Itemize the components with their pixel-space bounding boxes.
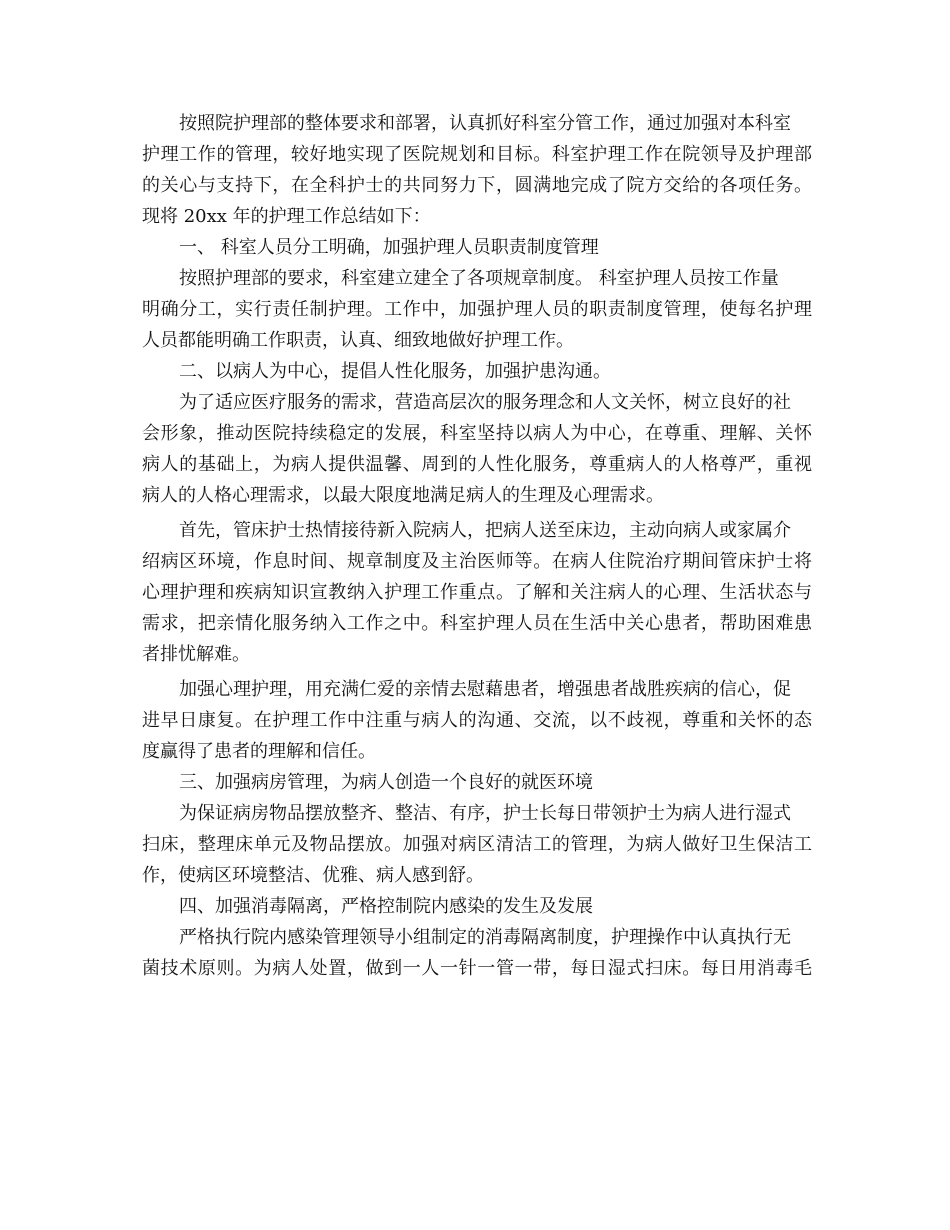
paragraph-line: 进早日康复。在护理工作中注重与病人的沟通、交流，以不歧视，尊重和关怀的态 xyxy=(142,710,812,731)
paragraph-line: 心理护理和疾病知识宣教纳入护理工作重点。了解和关注病人的心理、生活状态与 xyxy=(142,582,812,603)
section-heading-2: 二、以病人为中心，提倡人性化服务，加强护患沟通。 xyxy=(179,361,611,382)
paragraph-line: 为了适应医疗服务的需求，营造高层次的服务理念和人文关怀，树立良好的社 xyxy=(179,392,791,413)
paragraph-line: 首先，管床护士热情接待新入院病人，把病人送至床边，主动向病人或家属介 xyxy=(179,520,791,541)
section-heading-3: 三、加强病房管理，为病人创造一个良好的就医环境 xyxy=(179,772,593,793)
paragraph-line: 的关心与支持下，在全科护士的共同努力下，圆满地完成了院方交给的各项任务。 xyxy=(142,175,812,196)
paragraph-line: 绍病区环境，作息时间、规章制度及主治医师等。在病人住院治疗期间管床护士将 xyxy=(142,551,812,572)
paragraph-line: 人员都能明确工作职责，认真、细致地做好护理工作。 xyxy=(142,330,574,351)
paragraph-line: 明确分工，实行责任制护理。工作中，加强护理人员的职责制度管理，使每名护理 xyxy=(142,299,812,320)
paragraph-line: 病人的基础上，为病人提供温馨、周到的人性化服务，尊重病人的人格尊严，重视 xyxy=(142,454,812,475)
paragraph-line: 需求，把亲情化服务纳入工作之中。科室护理人员在生活中关心患者，帮助困难患 xyxy=(142,613,812,634)
paragraph-line: 菌技术原则。为病人处置，做到一人一针一管一带，每日湿式扫床。每日用消毒毛 xyxy=(142,958,812,979)
paragraph-line: 加强心理护理，用充满仁爱的亲情去慰藉患者，增强患者战胜疾病的信心，促 xyxy=(179,679,791,700)
paragraph-line: 病人的人格心理需求，以最大限度地满足病人的生理及心理需求。 xyxy=(142,485,664,506)
paragraph-line: 严格执行院内感染管理领导小组制定的消毒隔离制度，护理操作中认真执行无 xyxy=(179,927,791,948)
paragraph-line: 为保证病房物品摆放整齐、整洁、有序，护士长每日带领护士为病人进行湿式 xyxy=(179,803,791,824)
paragraph-line: 者排忧解难。 xyxy=(142,644,250,665)
paragraph-line: 扫床，整理床单元及物品摆放。加强对病区清洁工的管理，为病人做好卫生保洁工 xyxy=(142,834,812,855)
paragraph-line: 护理工作的管理，较好地实现了医院规划和目标。科室护理工作在院领导及护理部 xyxy=(142,144,812,165)
paragraph-line: 作，使病区环境整洁、优雅、病人感到舒。 xyxy=(142,865,484,886)
paragraph-line: 现将 20xx 年的护理工作总结如下： xyxy=(142,206,431,227)
paragraph-line: 按照院护理部的整体要求和部署，认真抓好科室分管工作，通过加强对本科室 xyxy=(179,113,791,134)
section-heading-4: 四、加强消毒隔离，严格控制院内感染的发生及发展 xyxy=(179,896,593,917)
section-heading-1: 一、 科室人员分工明确，加强护理人员职责制度管理 xyxy=(179,237,599,258)
paragraph-line: 会形象，推动医院持续稳定的发展，科室坚持以病人为中心，在尊重、理解、关怀 xyxy=(142,423,812,444)
paragraph-line: 按照护理部的要求，科室建立建全了各项规章制度。 科室护理人员按工作量 xyxy=(179,268,779,289)
paragraph-line: 度赢得了患者的理解和信任。 xyxy=(142,741,376,762)
document-page xyxy=(142,108,812,984)
